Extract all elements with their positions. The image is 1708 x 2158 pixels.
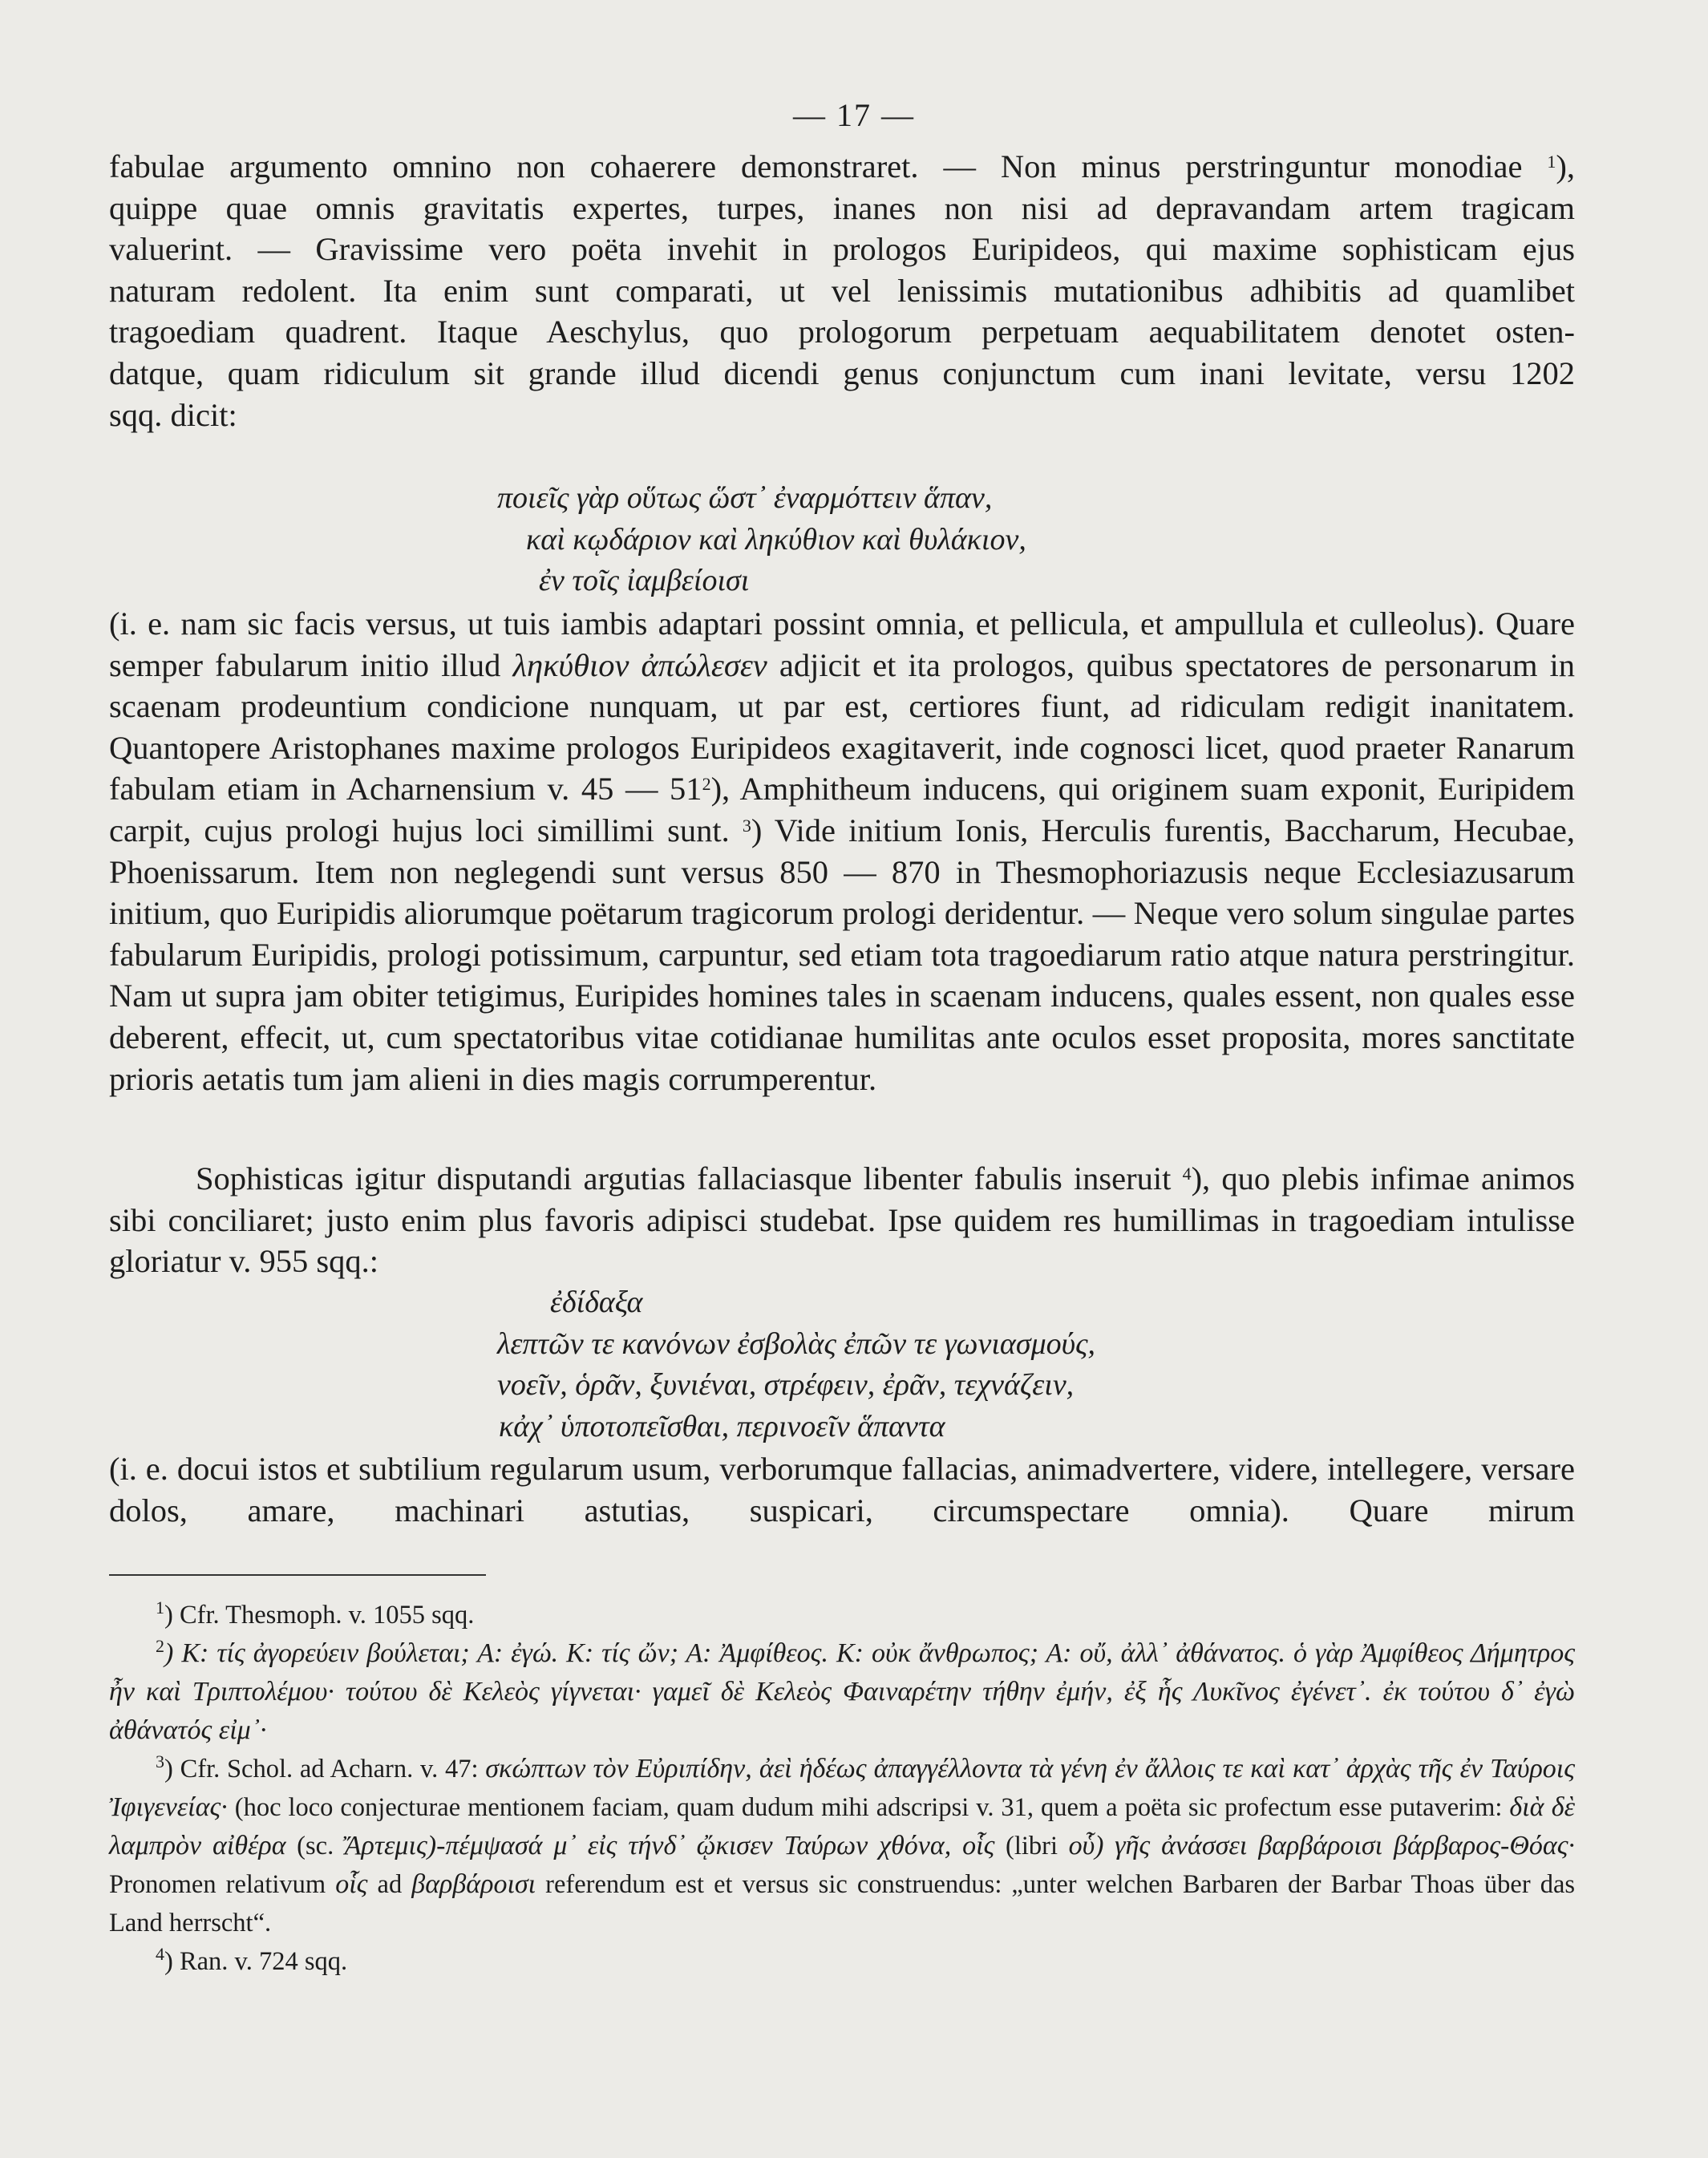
- verse2-line-2: λεπτῶν τε κανόνων ἐσβολὰς ἐπῶν τε γωνιασμούς,: [497, 1326, 1096, 1361]
- para1-line-1: fabulae argumento omnino non cohaerere demonstraret. — Non minus perstringuntur monodiae $^1$),: [109, 148, 1576, 184]
- greek-phrase: ληκύθιον ἀπώλεσεν: [512, 646, 767, 683]
- para1-line-5: tragoediam quadrent. Itaque Aeschylus, quo prologorum perpetuam aequabilitatem denotet osten-: [109, 314, 1575, 350]
- footnote-4: $^4$) Ran. v. 724 sqq.: [156, 1944, 348, 1976]
- verse1-line-2: καὶ κῳδάριον καὶ ληκύθιον καὶ θυλάκιον,: [526, 522, 1026, 557]
- para1-line-7: sqq. dicit:: [109, 396, 237, 433]
- para1-line-3: valuerint. — Gravissime vero poëta invehit in prologos Euripideos, qui maxime sophisticam ejus: [109, 231, 1575, 268]
- verse-quote-2: [497, 1282, 1540, 1447]
- verse2-line-4: κἀχ᾽ ὑποτοπεῖσθαι, περινοεῖν ἅπαντα: [499, 1409, 945, 1443]
- footnote-rule: [109, 1574, 486, 1576]
- verse2-line-1: ἐδίδαξα: [550, 1285, 643, 1319]
- footnote-ref-3: 3: [742, 815, 751, 836]
- paragraph-3: Sophisticas igitur disputandi argutias fallaciasque libenter fabulis inseruit $^4$), quo plebis infimae animos sibi conciliaret; justo enim plus favoris adipisci studebat. Ipse quidem res humillimas in tragoediam intulisse gloriatur v. 955 sqq.:: [109, 1160, 1575, 1280]
- footnotes: [109, 1596, 1575, 1981]
- footnote-ref-1: 1: [1547, 152, 1556, 172]
- para1-line-6: datque, quam ridiculum sit grande illud dicendi genus conjunctum cum inani levitate, versu 1202: [109, 354, 1575, 391]
- verse1-line-3: ἐν τοῖς ἰαμβείοισι: [539, 564, 750, 598]
- footnote-1: $^1$) Cfr. Thesmoph. v. 1055 sqq.: [156, 1597, 475, 1630]
- footnote-ref-4: 4: [1182, 1164, 1192, 1184]
- verse1-line-1: ποιεῖς γὰρ οὕτως ὥστ᾽ ἐναρμόττειν ἅπαν,: [497, 481, 993, 515]
- paragraph-4: (i. e. docui istos et subtilium regularum usum, verborumque fallacias, animadvertere, videre, intellegere, versare dolos, amare, machinari astutias, suspicari, circumspectare omnia). Quare mirum: [109, 1451, 1575, 1528]
- footnote-ref-2: 2: [702, 774, 711, 795]
- footnote-3: $^3$) Cfr. Schol. ad Acharn. v. 47: σκώπτων τὸν Εὐριπίδην, ἀεὶ ἡδέως ἀπαγγέλλοντα τὰ γένη ἐν ἄλλοις τε καὶ κατ᾽ ἀρχὰς τῆς ἐν Ταύροις Ἰφιγενείας· (hoc loco conjecturae mentionem faciam, quam dudum mihi adscripsi v. 31, quem a poëta sic profectum esse putaverim: διὰ δὲ λαμπρὸν αἰθέρα (sc. Ἄρτεμις)-πέμψασά μ᾽ εἰς τήνδ᾽ ᾤκισεν Ταύρων χθόνα, οἷς (libri οὗ) γῆς ἀνάσσει βαρβάροισι βάρβαρος-Θόας· Pronomen relativum οἷς ad βαρβάροισι referendum est et versus sic construendus: „unter welchen Barbaren der Barbar Thoas über das Land herrscht“.: [109, 1751, 1576, 1937]
- page-number: — 17 —: [793, 97, 915, 133]
- paragraph-1: [109, 146, 1575, 435]
- verse-quote-1: [497, 478, 1459, 602]
- paragraph-2: (i. e. nam sic facis versus, ut tuis iambis adaptari possint omnia, et pellicula, et ampullula et culleolus). Quare semper fabularum initio illud ληκύθιον ἀπώλεσεν adjicit et ita prologos, quibus spectatores de personarum in scaenam prodeuntium condicione nunquam, ut par est, certiores fiunt, ad ridiculam redigit inanitatem. Quantopere Aristophanes maxime prologos Euripideos exagitaverit, inde cognosci licet, quod praeter Ranarum fabulam etiam in Acharnensium v. 45 — $51^2$), Amphitheum inducens, qui originem suam exponit, Euripidem carpit, cujus prologi hujus loci simillimi sunt. $^3$) Vide initium Ionis, Herculis furentis, Baccharum, Hecubae, Phoenissarum. Item non neglegendi sunt versus 850 — 870 in Thesmophoriazusis neque Ecclesiazusarum initium, quo Euripidis aliorumque poëtarum tragicorum prologi deridentur. — Neque vero solum singulae partes fabularum Euripidis, prologi potissimum, carpuntur, sed etiam tota tragoediarum ratio atque natura perstringitur. Nam ut supra jam obiter tetigimus, Euripides homines tales in scaenam inducens, quales essent, non quales esse deberent, effecit, ut, cum spectatoribus vitae cotidianae humilitas ante oculos esset proposita, mores sanctitate prioris aetatis tum jam alieni in dies magis corrumperentur.: [109, 605, 1576, 1097]
- para1-line-2: quippe quae omnis gravitatis expertes, turpes, inanes non nisi ad depravandam artem tragicam: [109, 189, 1575, 226]
- para1-line-4: naturam redolent. Ita enim sunt comparati, ut vel lenissimis mutationibus adhibitis ad quamlibet: [109, 272, 1575, 309]
- footnote-2: $^2$) Κ: τίς ἀγορεύειν βούλεται; Α: ἐγώ. Κ: τίς ὤν; Α: Ἀμφίθεος. Κ: οὐκ ἄνθρωπος; Α: οὔ, ἀλλ᾽ ἀθάνατος. ὁ γὰρ Ἀμφίθεος Δήμητρος ἦν καὶ Τριπτολέμου· τούτου δὲ Κελεὸς γίγνεται· γαμεῖ δὲ Κελεὸς Φαιναρέτην τήθην ἐμήν, ἐξ ἧς Λυκῖνος ἐγένετ᾽. ἐκ τούτου δ᾽ ἐγὼ ἀθάνατός εἰμ᾽·: [109, 1636, 1575, 1745]
- verse2-line-3: νοεῖν, ὁρᾶν, ξυνιέναι, στρέφειν, ἐρᾶν, τεχνάζειν,: [497, 1368, 1075, 1403]
